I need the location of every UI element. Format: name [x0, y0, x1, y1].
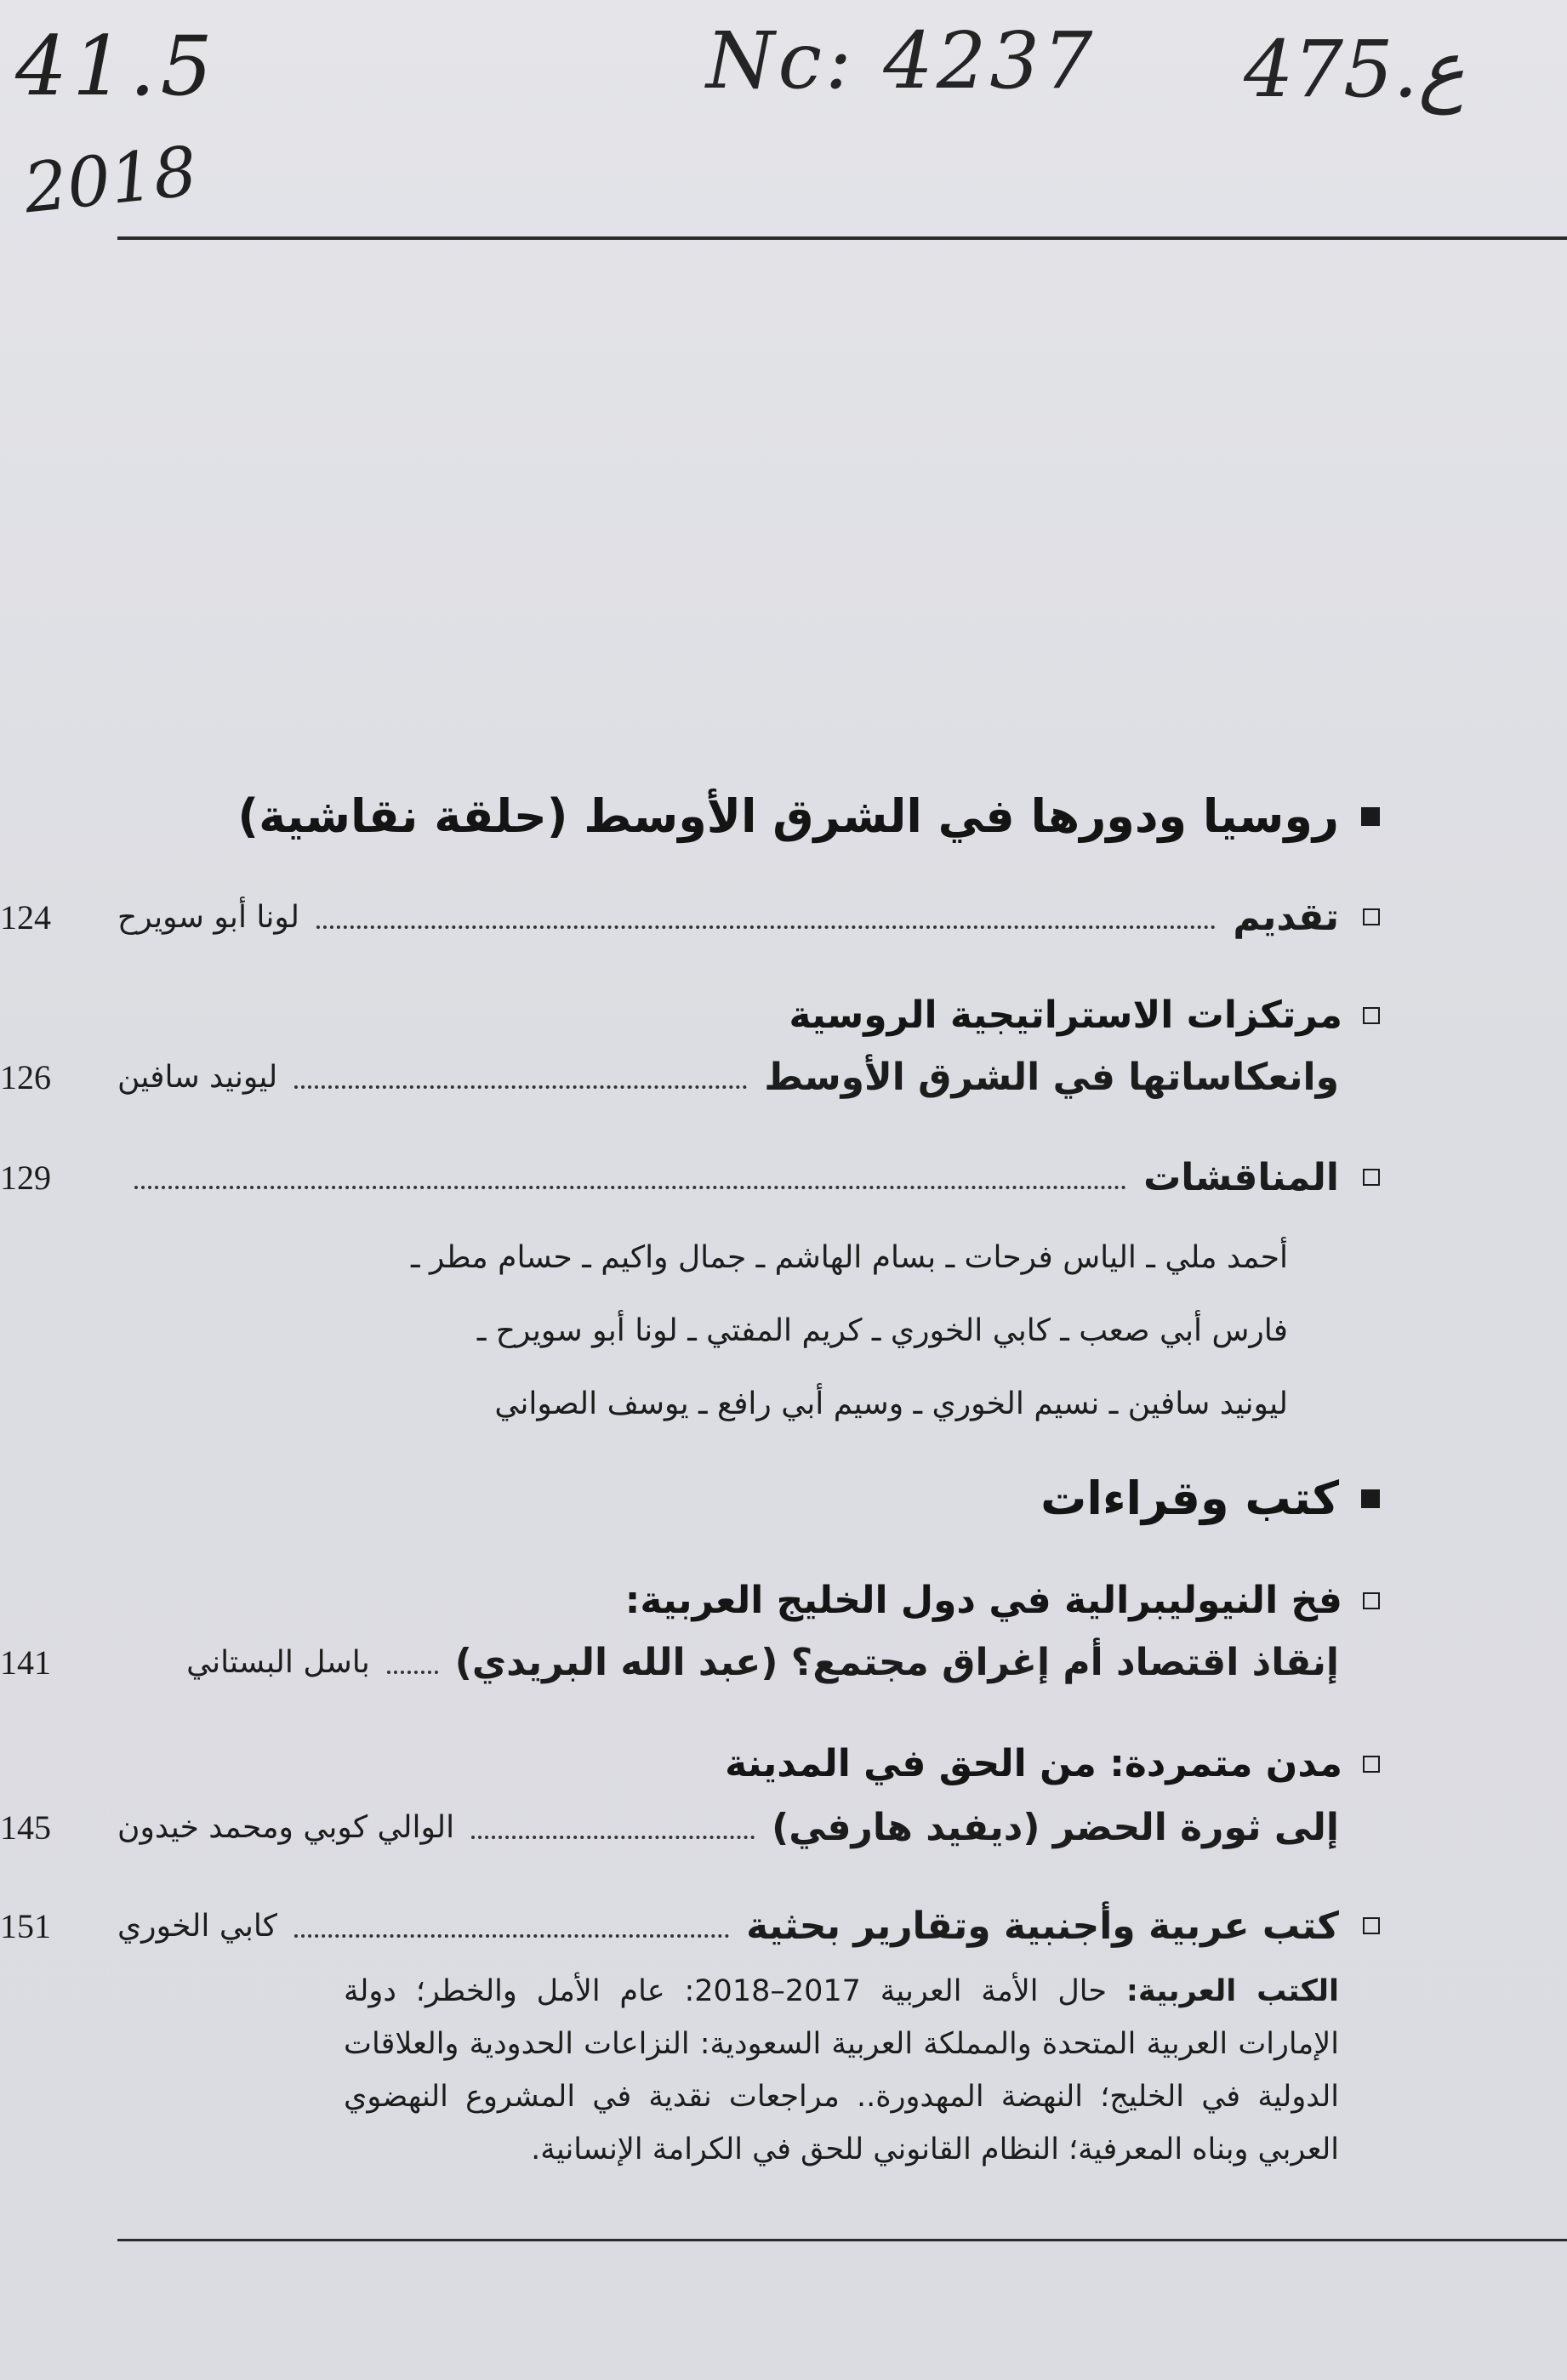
filled-square-bullet-icon: [1361, 807, 1380, 826]
entry-page-number: 124: [0, 897, 51, 937]
section-heading-text: كتب وقراءات: [1040, 1472, 1339, 1525]
entry-author: لونا أبو سويرح: [117, 899, 299, 935]
note-text: حال الأمة العربية 2017–2018: عام الأمل والخطر؛ دولة الإمارات العربية المتحدة والمملكة العربية السعودية: النزاعات الحدودية والعلاقات الدولية في الخليج؛ النهضة المهدورة.. مراجعات نقدية في المشروع النهضوي العربي وبناه المعرفية؛ النظام القانوني للحق في الكرامة الإنسانية.: [344, 1974, 1339, 2166]
toc-entry-title-line1[interactable]: [625, 1579, 1380, 1622]
dot-leader: [134, 1186, 1126, 1189]
empty-square-bullet-icon: [1363, 1592, 1380, 1609]
entry-title: المناقشات: [1143, 1155, 1339, 1199]
entry-title-line1: مدن متمردة: من الحق في المدينة: [725, 1742, 1342, 1785]
dot-leader: [387, 1671, 438, 1674]
entry-author: كابي الخوري: [117, 1908, 277, 1944]
toc-entry[interactable]: [0, 1152, 1380, 1203]
note-label: الكتب العربية:: [1125, 1974, 1339, 2008]
participants-line: أحمد ملي ـ الياس فرحات ـ بسام الهاشم ـ جمال واكيم ـ حسام مطر ـ: [411, 1240, 1288, 1275]
toc-entry[interactable]: [0, 891, 1380, 942]
section-heading-text: روسيا ودورها في الشرق الأوسط (حلقة نقاشية): [237, 789, 1339, 843]
dot-leader: [294, 1085, 747, 1089]
entry-title-line2: إنقاذ اقتصاد أم إغراق مجتمع؟ (عبد الله البريدي): [454, 1640, 1339, 1684]
entry-title-line2: إلى ثورة الحضر (ديفيد هارفي): [772, 1805, 1339, 1849]
entry-author: باسل البستاني: [186, 1644, 370, 1680]
entry-author: الوالي كوبي ومحمد خيدون: [117, 1809, 455, 1845]
toc-entry[interactable]: [0, 1637, 1380, 1688]
empty-square-bullet-icon: [1363, 1169, 1380, 1186]
dot-leader: [316, 925, 1216, 929]
toc-entry[interactable]: [0, 1051, 1380, 1102]
toc-entry[interactable]: [0, 1802, 1380, 1853]
entry-title-line1: فخ النيوليبرالية في دول الخليج العربية:: [624, 1579, 1342, 1622]
bottom-rule: [117, 2239, 1567, 2241]
empty-square-bullet-icon: [1363, 1917, 1380, 1934]
empty-square-bullet-icon: [1363, 1756, 1380, 1773]
handwritten-class-mark: 475.ع: [1244, 24, 1465, 115]
section-heading-russia: [237, 789, 1380, 843]
entry-page-number: 126: [0, 1057, 51, 1096]
entry-title: تقديم: [1233, 895, 1339, 939]
handwritten-shelf-mark: 41.5: [15, 19, 218, 114]
dot-leader: [294, 1934, 729, 1938]
entry-title: كتب عربية وأجنبية وتقارير بحثية: [746, 1904, 1339, 1948]
toc-entry-title-line1[interactable]: [789, 994, 1380, 1037]
participants-line: فارس أبي صعب ـ كابي الخوري ـ كريم المفتي ـ لونا أبو سويرح ـ: [476, 1313, 1288, 1348]
participants-list: [411, 1232, 1288, 1431]
toc-entry-title-line1[interactable]: [725, 1742, 1380, 1785]
handwritten-accession-number: Nc: 4237: [706, 15, 1097, 106]
entry-author: ليونيد سافين: [117, 1059, 278, 1095]
entry-page-number: 151: [0, 1906, 51, 1945]
entry-page-number: 141: [0, 1643, 51, 1682]
empty-square-bullet-icon: [1363, 1007, 1380, 1024]
section-heading-books: [1040, 1472, 1380, 1525]
entry-title-line1: مرتكزات الاستراتيجية الروسية: [789, 994, 1342, 1037]
dot-leader: [471, 1836, 755, 1839]
entry-page-number: 129: [0, 1158, 51, 1197]
entry-title-line2: وانعكاساتها في الشرق الأوسط: [764, 1055, 1339, 1099]
filled-square-bullet-icon: [1361, 1489, 1380, 1508]
handwritten-year: 2018: [20, 131, 201, 229]
entry-page-number: 145: [0, 1808, 51, 1847]
arabic-books-list: [344, 1965, 1339, 2176]
participants-line: ليونيد سافين ـ نسيم الخوري ـ وسيم أبي رافع ـ يوسف الصواني: [494, 1386, 1288, 1421]
toc-entry[interactable]: [0, 1900, 1380, 1951]
empty-square-bullet-icon: [1363, 908, 1380, 925]
